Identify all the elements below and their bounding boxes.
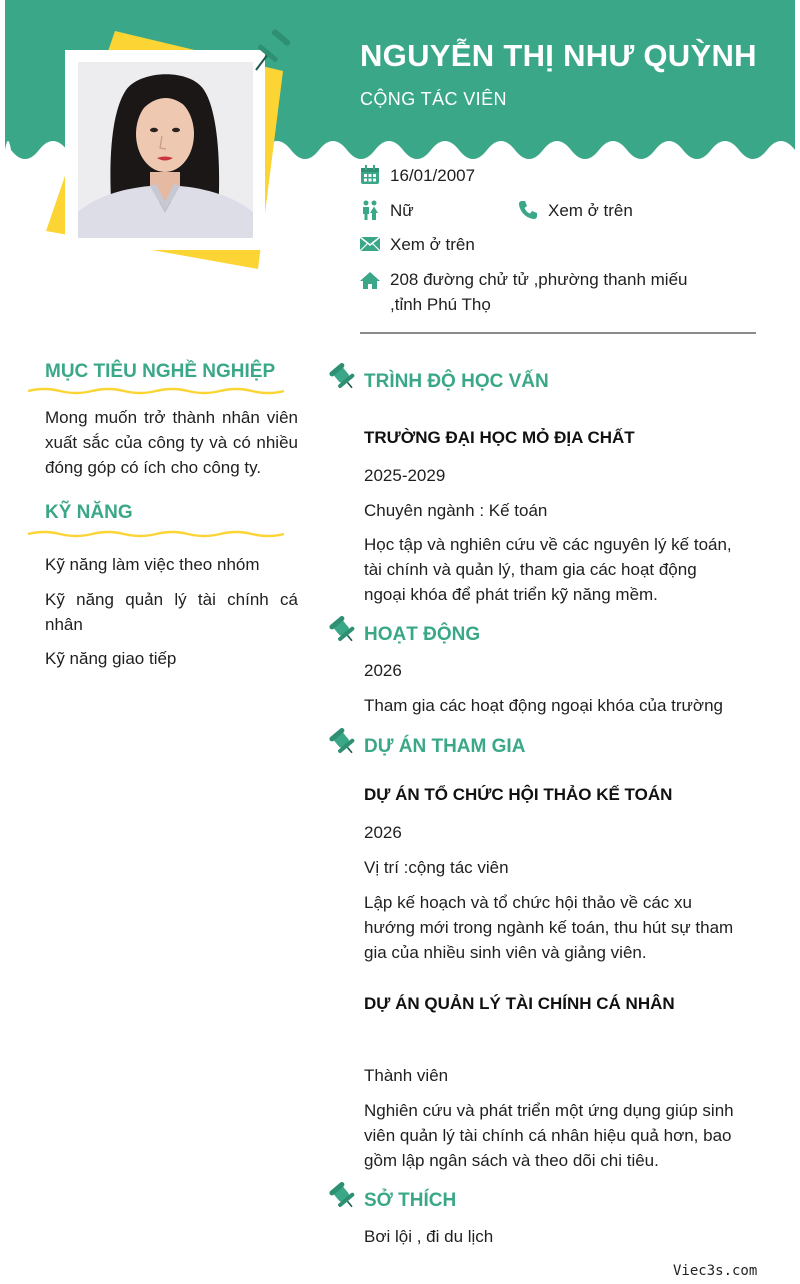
project-description: Nghiên cứu và phát triển một ứng dụng giúp sinh viên quản lý tài chính cá nhân hiệu quả hơn, bao gồm lập ngân sách và theo dõi chi tiêu. [364,1101,734,1170]
gender-icon [360,200,380,220]
birthday-value: 16/01/2007 [390,166,476,185]
pushpin-icon [329,728,357,756]
skill-item: Kỹ năng làm việc theo nhóm [45,555,260,574]
pushpin-icon [329,616,357,644]
skills-title: KỸ NĂNG [45,502,133,523]
pushpin-icon [329,1182,357,1210]
pushpin-icon [248,24,294,74]
footer-watermark: Viec3s.com [673,1263,758,1279]
project-name: DỰ ÁN QUẢN LÝ TÀI CHÍNH CÁ NHÂN [364,994,675,1013]
candidate-role: CỘNG TÁC VIÊN [360,89,507,109]
candidate-name: NGUYỄN THỊ NHƯ QUỲNH [360,38,757,73]
education-major: Chuyên ngành : Kế toán [364,501,548,520]
phone-icon [518,200,538,220]
education-description: Học tập và nghiên cứu về các nguyên lý kế toán, tài chính và quản lý, tham gia các hoạt động ngoại khóa để phát triển kỹ năng mềm. [364,535,732,604]
gender-row [360,201,414,221]
address-value: 208 đường chử tử ,phường thanh miếu ,tỉnh Phú Thọ [390,270,688,314]
skill-item: Kỹ năng giao tiếp [45,649,177,668]
objective-text: Mong muốn trở thành nhân viên xuất sắc của công ty và có nhiều đóng góp có ích cho công ty. [45,408,298,477]
email-icon [360,234,380,254]
project-role: Vị trí :cộng tác viên [364,858,509,877]
phone-row [518,201,633,221]
birthday-row [360,166,475,186]
skills-underline [28,529,284,539]
hobbies-title: SỞ THÍCH [364,1190,457,1211]
contact-divider [360,332,756,334]
address-row [360,270,700,317]
project-year: 2026 [364,823,402,842]
photo-frame [65,50,265,250]
projects-title: DỰ ÁN THAM GIA [364,736,526,757]
phone-value[interactable]: Xem ở trên [548,201,633,220]
education-years: 2025-2029 [364,466,446,485]
home-icon [360,271,380,291]
project-role: Thành viên [364,1066,449,1085]
calendar-icon [360,165,380,185]
email-row [360,235,475,255]
profile-photo [78,62,253,238]
objective-underline [28,386,284,396]
email-value[interactable]: Xem ở trên [390,235,475,254]
project-name: DỰ ÁN TỔ CHỨC HỘI THẢO KẾ TOÁN [364,785,673,804]
activities-year: 2026 [364,661,402,680]
activities-description: Tham gia các hoạt động ngoại khóa của trường [364,696,723,715]
pushpin-icon [329,363,357,391]
school-name: TRƯỜNG ĐẠI HỌC MỎ ĐỊA CHẤT [364,428,635,447]
activities-title: HOẠT ĐỘNG [364,624,481,645]
hobbies-text: Bơi lội , đi du lịch [364,1227,494,1246]
education-title: TRÌNH ĐỘ HỌC VẤN [364,371,549,392]
project-description: Lập kế hoạch và tổ chức hội thảo về các xu hướng mới trong ngành kế toán, thu hút sự tham gia của nhiều sinh viên và giảng viên. [364,893,734,962]
skill-item: Kỹ năng quản lý tài chính cá nhân [45,590,298,634]
objective-title: MỤC TIÊU NGHỀ NGHIỆP [45,361,276,382]
gender-value: Nữ [390,201,414,220]
